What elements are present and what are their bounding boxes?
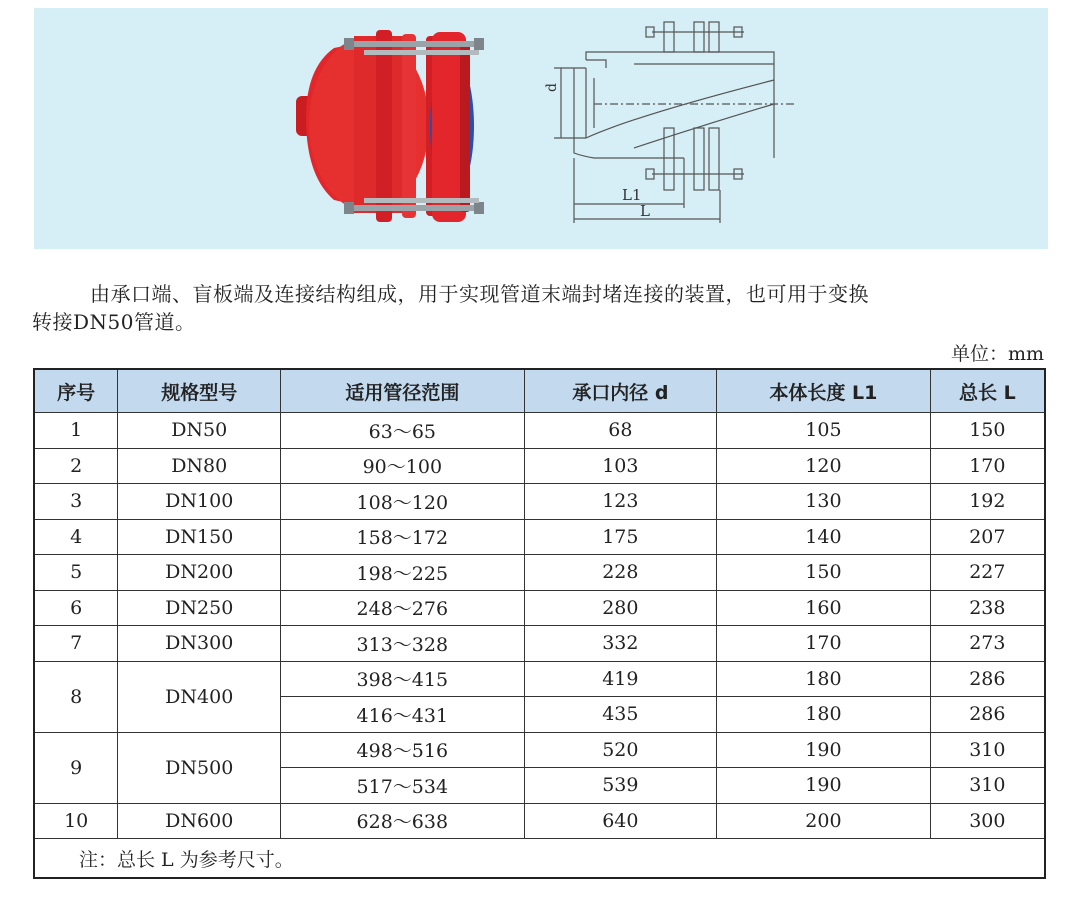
cell-l: 238 [930,590,1045,626]
dim-label-l1: L1 [622,186,642,204]
cell-d: 68 [524,413,717,449]
header-no: 序号 [34,369,118,413]
table-note: 注：总长 L 为参考尺寸。 [34,839,1045,879]
cell-d: 332 [524,626,717,662]
cell-l1: 150 [717,555,931,591]
description-line-1: 由承口端、盲板端及连接结构组成，用于实现管道末端封堵连接的装置，也可用于变换 [90,282,869,306]
cell-d: 280 [524,590,717,626]
cell-range: 628～638 [281,803,524,839]
cell-d: 228 [524,555,717,591]
cell-l1: 200 [717,803,931,839]
table-header-row [34,369,1045,413]
table-row [34,626,1045,662]
cell-range: 90～100 [281,448,524,484]
table-row [34,661,1045,697]
header-total-length: 总长 L [930,369,1045,413]
cell-l1: 170 [717,626,931,662]
cell-l1: 130 [717,484,931,520]
cell-l1: 120 [717,448,931,484]
cell-l1: 190 [717,768,931,804]
cell-l1: 160 [717,590,931,626]
cell-model: DN200 [118,555,281,591]
product-render [296,30,484,222]
dim-label-l: L [640,202,650,220]
cell-range: 313～328 [281,626,524,662]
table-row [34,732,1045,768]
header-model: 规格型号 [118,369,281,413]
table-row [34,803,1045,839]
cell-d: 640 [524,803,717,839]
product-description [32,280,1050,336]
cell-l: 310 [930,732,1045,768]
unit-label: 单位：mm [950,343,1044,365]
cell-d: 103 [524,448,717,484]
cell-model: DN100 [118,484,281,520]
dim-label-d: d [544,83,560,92]
cell-d: 539 [524,768,717,804]
cell-no: 6 [34,590,118,626]
table-row [34,484,1045,520]
cell-d: 520 [524,732,717,768]
cell-range: 416～431 [281,697,524,733]
cell-l: 300 [930,803,1045,839]
table-row [34,555,1045,591]
cell-no: 3 [34,484,118,520]
table-row [34,590,1045,626]
cell-l: 286 [930,697,1045,733]
cell-d: 175 [524,519,717,555]
cell-no: 4 [34,519,118,555]
cell-l1: 190 [717,732,931,768]
technical-drawing [554,22,794,223]
cell-range: 398～415 [281,661,524,697]
cell-no: 8 [34,661,118,732]
cell-range: 158～172 [281,519,524,555]
cell-model: DN600 [118,803,281,839]
cell-model: DN300 [118,626,281,662]
table-note-row [34,839,1045,879]
cell-l: 150 [930,413,1045,449]
cell-model: DN80 [118,448,281,484]
cell-no: 7 [34,626,118,662]
cell-range: 498～516 [281,732,524,768]
table-row [34,413,1045,449]
cell-range: 517～534 [281,768,524,804]
cell-no: 9 [34,732,118,803]
cell-l1: 105 [717,413,931,449]
cell-l: 170 [930,448,1045,484]
cell-l: 192 [930,484,1045,520]
cell-model: DN500 [118,732,281,803]
header-body-length: 本体长度 L1 [717,369,931,413]
cell-l: 207 [930,519,1045,555]
cell-range: 63～65 [281,413,524,449]
cell-no: 2 [34,448,118,484]
cell-no: 10 [34,803,118,839]
cell-d: 435 [524,697,717,733]
cell-d: 123 [524,484,717,520]
cell-model: DN400 [118,661,281,732]
cell-d: 419 [524,661,717,697]
cell-range: 108～120 [281,484,524,520]
product-banner [34,8,1048,249]
table-row [34,519,1045,555]
cell-model: DN250 [118,590,281,626]
product-illustration [34,8,1048,249]
cell-range: 198～225 [281,555,524,591]
cell-range: 248～276 [281,590,524,626]
spec-table [33,368,1046,879]
cell-l1: 140 [717,519,931,555]
header-socket-diameter: 承口内径 d [524,369,717,413]
description-line-2: 转接DN50管道。 [32,310,196,334]
table-row [34,448,1045,484]
header-range: 适用管径范围 [281,369,524,413]
cell-l1: 180 [717,697,931,733]
cell-l: 286 [930,661,1045,697]
cell-l: 310 [930,768,1045,804]
cell-l: 227 [930,555,1045,591]
cell-model: DN150 [118,519,281,555]
cell-no: 1 [34,413,118,449]
cell-no: 5 [34,555,118,591]
cell-l: 273 [930,626,1045,662]
cell-l1: 180 [717,661,931,697]
cell-model: DN50 [118,413,281,449]
